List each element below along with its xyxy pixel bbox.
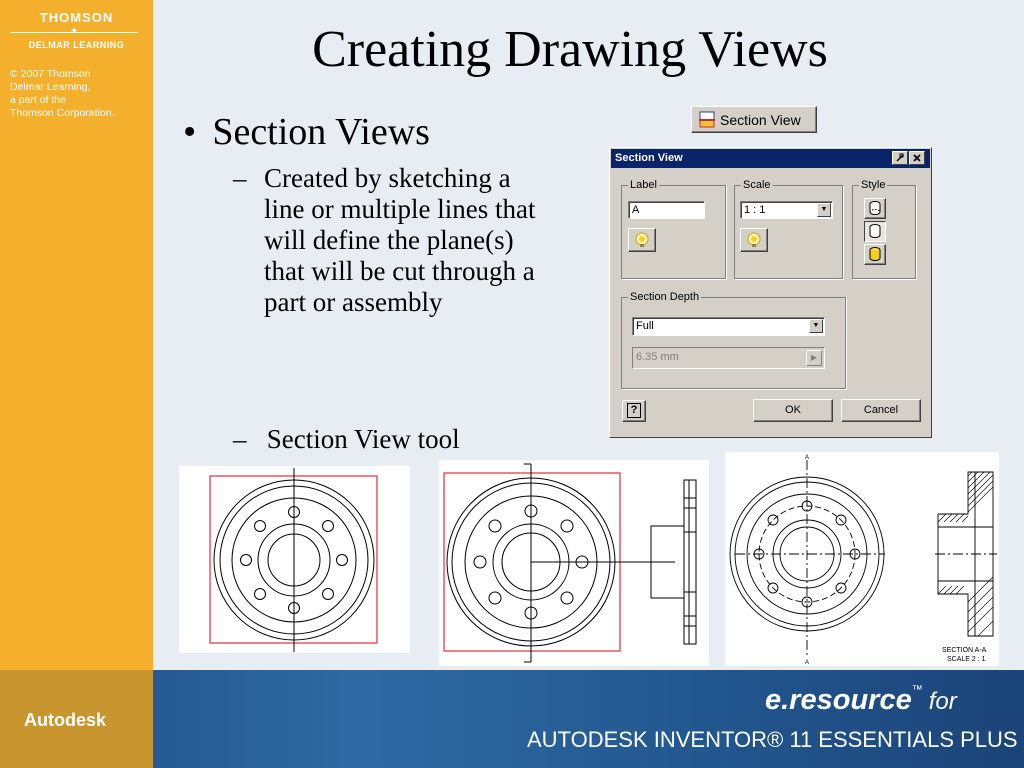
dialog-title: Section View (615, 152, 683, 164)
section-view-result-drawing (725, 452, 999, 666)
scale-value: 1 : 1 (744, 204, 766, 216)
close-icon (912, 153, 922, 163)
section-line-drawing (439, 460, 709, 666)
sub-bullet-tool (233, 424, 460, 455)
lightbulb-icon (633, 231, 651, 249)
style-shaded-button[interactable] (864, 244, 886, 265)
cancel-button[interactable]: Cancel (841, 399, 921, 422)
logo-star-icon: ✦ (70, 26, 79, 37)
base-view-drawing (179, 466, 410, 653)
sub-bullet-text: Section View tool (266, 424, 460, 454)
section-marker-top: A (805, 455, 810, 461)
shaded-cylinder-icon (868, 246, 882, 262)
section-depth-distance: 6.35 mm (636, 351, 679, 363)
cylinder-outline-icon (868, 200, 882, 216)
tool-button-label: Section View (720, 111, 801, 128)
scale-visibility-button[interactable] (740, 228, 768, 252)
section-depth-legend: Section Depth (630, 291, 700, 303)
copyright-line: Thomson Corporation. (10, 107, 115, 119)
autodesk-logo: Autodesk (24, 710, 107, 730)
eresource-for: for (928, 688, 957, 715)
label-visibility-button[interactable] (628, 228, 656, 252)
help-icon: ? (627, 403, 641, 418)
sub-bullet-description (233, 163, 553, 318)
help-button[interactable] (622, 400, 646, 422)
pin-icon (895, 153, 905, 163)
section-line-graphic (439, 460, 709, 666)
base-view-graphic (179, 466, 410, 653)
ok-button[interactable]: OK (753, 399, 833, 422)
copyright-line: a part of the (10, 94, 67, 106)
scale-group-legend: Scale (743, 179, 771, 191)
section-view-result-graphic (725, 452, 999, 666)
publisher-logo-subtitle: DELMAR LEARNING (28, 40, 125, 50)
section-depth-value: Full (636, 320, 654, 332)
pin-button[interactable] (892, 151, 908, 165)
section-caption-scale: SCALE 2 : 1 (947, 656, 986, 663)
lightbulb-icon (745, 231, 763, 249)
dash-marker: – (233, 424, 247, 454)
publisher-logo: THOMSON (39, 10, 114, 25)
dash-marker: – (233, 163, 247, 193)
copyright-line: Delmar Learning, (10, 81, 91, 93)
eresource-logo (765, 684, 957, 717)
cylinder-icon (868, 223, 882, 239)
slide-title: Creating Drawing Views (312, 21, 828, 78)
section-caption-title: SECTION A-A (942, 647, 987, 654)
eresource-text: e.resource (765, 684, 912, 716)
product-name: AUTODESK INVENTOR® 11 ESSENTIALS PLUS (527, 727, 1018, 752)
bullet-marker: • (183, 111, 197, 153)
close-button[interactable] (909, 151, 925, 165)
section-view-dialog (609, 147, 932, 438)
style-group-legend: Style (861, 179, 886, 191)
style-hidden-lines-button[interactable] (864, 198, 886, 219)
section-depth-distance-field (632, 347, 825, 369)
bullet-text: Section Views (212, 111, 430, 153)
style-hidden-lines-removed-button[interactable] (864, 221, 886, 242)
bullet-section-views (183, 110, 430, 154)
label-input[interactable]: A (628, 201, 705, 219)
chevron-right-icon: ▶ (806, 350, 822, 366)
copyright-line: © 2007 Thomson (10, 68, 91, 80)
sub-bullet-text: Created by sketching a line or multiple lines that will define the plane(s) that will be cut through a part or assembly (264, 163, 536, 317)
label-group-legend: Label (630, 179, 657, 191)
chevron-down-icon[interactable]: ▼ (817, 203, 831, 217)
section-marker-bottom: A (805, 660, 810, 666)
dialog-title-bar (611, 149, 930, 168)
trademark-mark: ™ (911, 684, 923, 696)
section-depth-select[interactable] (632, 317, 825, 336)
section-depth-group (621, 291, 846, 389)
chevron-down-icon[interactable]: ▼ (809, 319, 823, 333)
scale-select[interactable] (740, 201, 833, 219)
section-view-icon (698, 111, 716, 129)
section-view-tool-button[interactable] (691, 106, 817, 133)
